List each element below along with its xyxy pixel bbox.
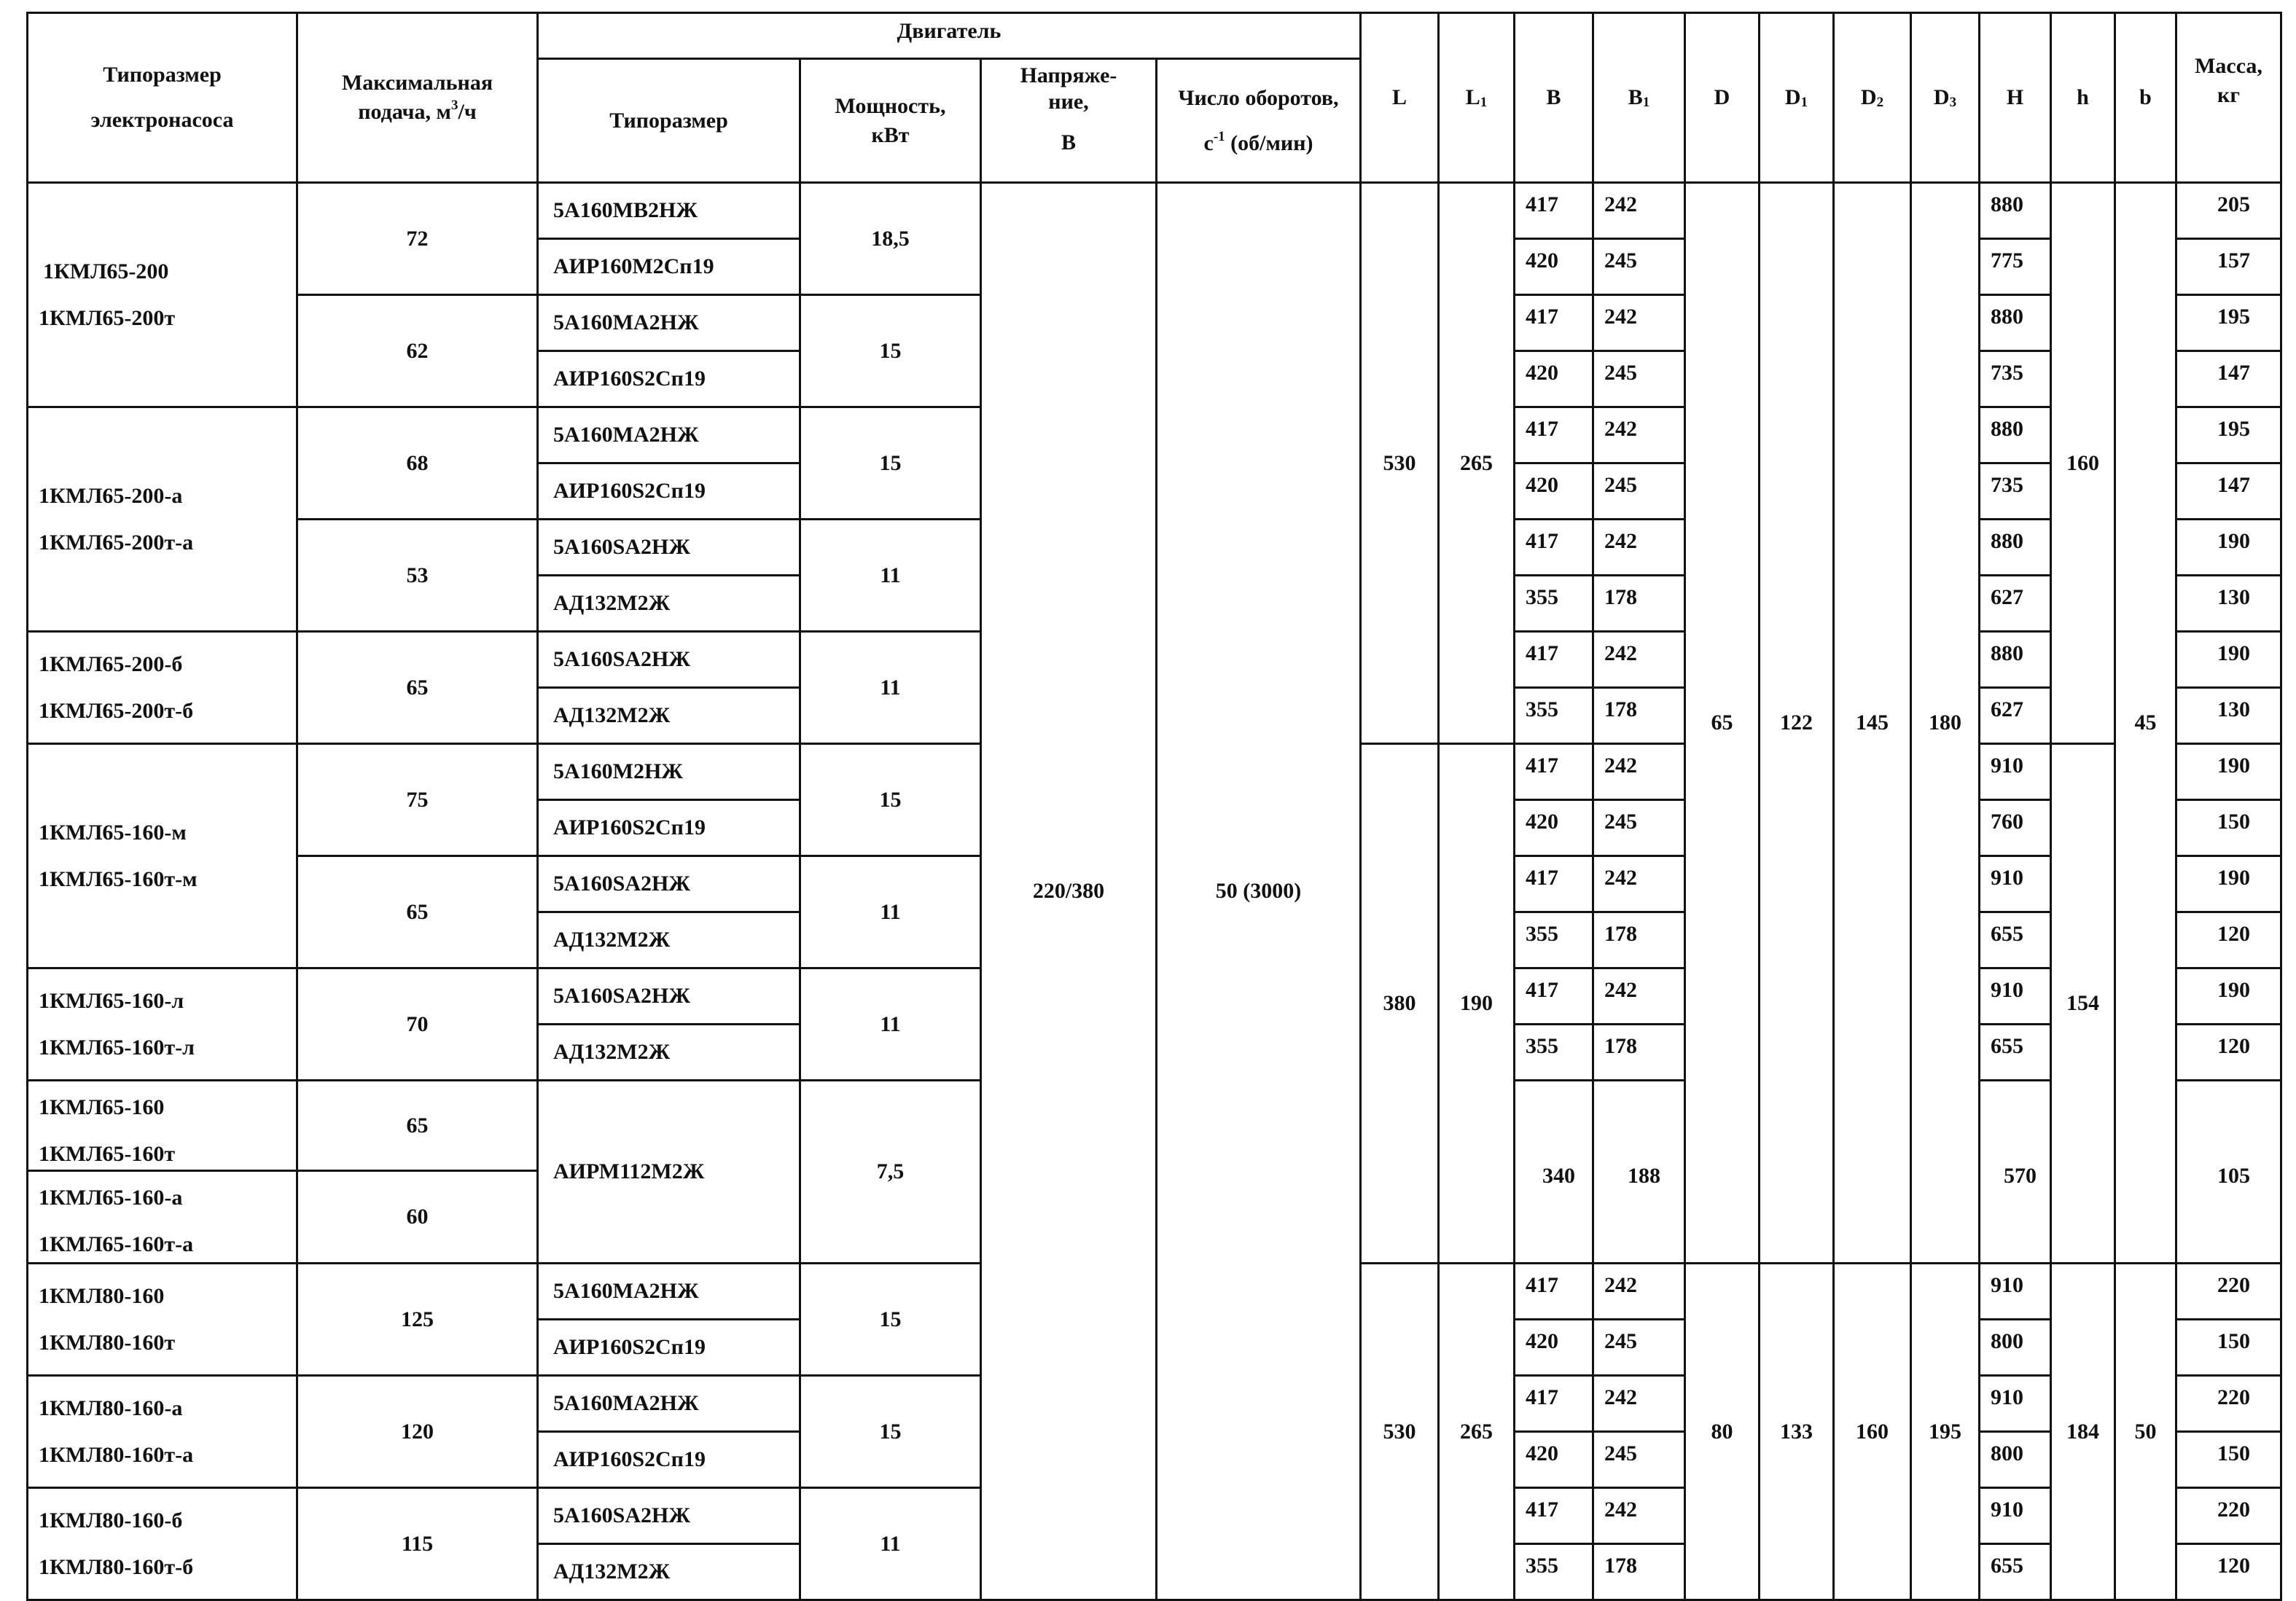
dim-L-value: 530 xyxy=(1361,183,1439,744)
dim-B-value: 355 xyxy=(1515,1544,1593,1600)
pump-model: 1КМЛ65-200-а xyxy=(39,483,183,508)
pump-group xyxy=(28,1081,297,1264)
mass-value: 157 xyxy=(2176,239,2281,295)
mass-value: 195 xyxy=(2176,295,2281,351)
motor-model: 5А160МА2НЖ xyxy=(538,1376,800,1432)
table-row xyxy=(28,183,2281,239)
dim-H-value: 880 xyxy=(1980,407,2051,463)
motor-model: АД132М2Ж xyxy=(538,1544,800,1600)
header-engine: Двигатель xyxy=(538,13,1361,59)
power-value: 11 xyxy=(800,632,981,744)
mass-value: 150 xyxy=(2176,1320,2281,1376)
mass-value: 190 xyxy=(2176,856,2281,912)
dim-B1-value: 242 xyxy=(1593,744,1685,800)
dim-B-value: 417 xyxy=(1515,1376,1593,1432)
max-flow-value: 115 xyxy=(297,1488,538,1600)
header-L: L xyxy=(1361,13,1439,183)
mass-value: 120 xyxy=(2176,912,2281,968)
motor-model: 5А160SA2НЖ xyxy=(538,1488,800,1544)
dim-H-value: 760 xyxy=(1980,800,2051,856)
dim-B1-value: 245 xyxy=(1593,800,1685,856)
header-voltage: Напряже- ние, В xyxy=(981,59,1157,183)
pump-specification-table xyxy=(26,12,2282,1601)
header-pump-type: Типоразмер электронасоса xyxy=(28,13,297,183)
mass-value: 195 xyxy=(2176,407,2281,463)
pump-model: 1КМЛ80-160т xyxy=(39,1331,176,1355)
dim-H-value: 570 xyxy=(1980,1081,2051,1264)
dim-H-value: 800 xyxy=(1980,1432,2051,1488)
dim-B1-value: 245 xyxy=(1593,239,1685,295)
dim-B-value: 420 xyxy=(1515,800,1593,856)
dim-B1-value: 245 xyxy=(1593,1320,1685,1376)
dim-H-value: 655 xyxy=(1980,1025,2051,1081)
dim-b-value: 45 xyxy=(2115,183,2176,1264)
dim-H-value: 910 xyxy=(1980,1376,2051,1432)
dim-B-value: 417 xyxy=(1515,295,1593,351)
dim-B1-value: 178 xyxy=(1593,1544,1685,1600)
mass-value: 130 xyxy=(2176,688,2281,744)
max-flow-value xyxy=(297,1081,538,1264)
dim-B1-value: 242 xyxy=(1593,968,1685,1025)
dim-B-value: 417 xyxy=(1515,968,1593,1025)
max-flow-value: 72 xyxy=(297,183,538,295)
motor-model: АИР160S2Сп19 xyxy=(538,463,800,520)
motor-model: 5А160SA2НЖ xyxy=(538,520,800,576)
dim-B1-value: 245 xyxy=(1593,1432,1685,1488)
pump-group xyxy=(28,1264,297,1376)
pump-model: 1КМЛ65-160т-л xyxy=(39,1036,195,1060)
dim-B-value: 420 xyxy=(1515,351,1593,407)
motor-model: АД132М2Ж xyxy=(538,912,800,968)
header-power: Мощность, кВт xyxy=(800,59,981,183)
max-flow-value: 65 xyxy=(297,856,538,968)
dim-D1-value: 122 xyxy=(1760,183,1834,1264)
mass-value: 190 xyxy=(2176,632,2281,688)
max-flow-value: 65 xyxy=(297,632,538,744)
dim-B-value: 417 xyxy=(1515,1264,1593,1320)
pump-model: 1КМЛ65-160т-а xyxy=(39,1232,194,1256)
max-flow-value: 70 xyxy=(297,968,538,1081)
pump-model: 1КМЛ65-200т xyxy=(39,305,176,330)
motor-model: АИР160М2Сп19 xyxy=(538,239,800,295)
dim-H-value: 735 xyxy=(1980,351,2051,407)
dim-b-value: 50 xyxy=(2115,1264,2176,1600)
dim-D2-value: 160 xyxy=(1834,1264,1911,1600)
dim-B1-value: 178 xyxy=(1593,576,1685,632)
power-value: 15 xyxy=(800,407,981,520)
dim-B-value: 417 xyxy=(1515,407,1593,463)
dim-L1-value: 265 xyxy=(1439,183,1515,744)
dim-D3-value: 180 xyxy=(1911,183,1980,1264)
dim-B1-value: 188 xyxy=(1593,1081,1685,1264)
dim-B-value: 417 xyxy=(1515,520,1593,576)
dim-h-value: 154 xyxy=(2051,744,2115,1264)
pump-model: 1КМЛ65-160-а xyxy=(39,1186,183,1210)
motor-model: 5А160МА2НЖ xyxy=(538,1264,800,1320)
header-motor-type: Типоразмер xyxy=(538,59,800,183)
mass-value: 147 xyxy=(2176,351,2281,407)
pump-group xyxy=(28,968,297,1081)
dim-B1-value: 242 xyxy=(1593,407,1685,463)
dim-B1-value: 242 xyxy=(1593,183,1685,239)
motor-model: 5А160МА2НЖ xyxy=(538,295,800,351)
dim-B1-value: 178 xyxy=(1593,912,1685,968)
dim-B-value: 417 xyxy=(1515,1488,1593,1544)
mass-value: 120 xyxy=(2176,1025,2281,1081)
motor-model: 5А160МВ2НЖ xyxy=(538,183,800,239)
power-value: 11 xyxy=(800,520,981,632)
dim-B-value: 355 xyxy=(1515,576,1593,632)
max-flow-value: 125 xyxy=(297,1264,538,1376)
dim-L-value: 380 xyxy=(1361,744,1439,1264)
header-B1: $B_1$ xyxy=(1593,13,1685,183)
rpm-value: 50 (3000) xyxy=(1157,183,1361,1600)
motor-model: АИРМ112М2Ж xyxy=(538,1081,800,1264)
header-L1: $L_1$ xyxy=(1439,13,1515,183)
max-flow-value: 60 xyxy=(406,1205,429,1229)
dim-B1-value: 242 xyxy=(1593,520,1685,576)
dim-B1-value: 242 xyxy=(1593,856,1685,912)
voltage-value: 220/380 xyxy=(981,183,1157,1600)
motor-model: 5А160SA2НЖ xyxy=(538,856,800,912)
mass-value: 150 xyxy=(2176,1432,2281,1488)
dim-H-value: 800 xyxy=(1980,1320,2051,1376)
dim-H-value: 627 xyxy=(1980,576,2051,632)
power-value: 15 xyxy=(800,744,981,856)
dim-B1-value: 178 xyxy=(1593,688,1685,744)
pump-model: 1КМЛ65-160-л xyxy=(39,989,184,1013)
dim-h-value: 160 xyxy=(2051,183,2115,744)
dim-B-value: 340 xyxy=(1515,1081,1593,1264)
dim-B-value: 420 xyxy=(1515,239,1593,295)
dim-D-value: 65 xyxy=(1685,183,1760,1264)
dim-L1-value: 190 xyxy=(1439,744,1515,1264)
dim-L-value: 530 xyxy=(1361,1264,1439,1600)
header-b: b xyxy=(2115,13,2176,183)
max-flow-value: 62 xyxy=(297,295,538,407)
dim-B1-value: 245 xyxy=(1593,351,1685,407)
pump-model: 1КМЛ65-200т-б xyxy=(39,699,194,723)
header-h: h xyxy=(2051,13,2115,183)
motor-model: АД132М2Ж xyxy=(538,576,800,632)
header-rpm: Число оборотов, $с^{-1}$ (об/мин) xyxy=(1157,59,1361,183)
power-value: 18,5 xyxy=(800,183,981,295)
pump-group xyxy=(28,744,297,968)
dim-B1-value: 245 xyxy=(1593,463,1685,520)
dim-H-value: 775 xyxy=(1980,239,2051,295)
power-value: 15 xyxy=(800,1264,981,1376)
mass-value: 190 xyxy=(2176,520,2281,576)
pump-model: 1КМЛ65-160т xyxy=(39,1142,176,1166)
dim-B1-value: 242 xyxy=(1593,1488,1685,1544)
dim-D3-value: 195 xyxy=(1911,1264,1980,1600)
pump-model: 1КМЛ65-160-м xyxy=(39,820,187,845)
mass-value: 205 xyxy=(2176,183,2281,239)
motor-model: 5А160МА2НЖ xyxy=(538,407,800,463)
dim-B-value: 420 xyxy=(1515,1432,1593,1488)
pump-model: 1КМЛ80-160т-а xyxy=(39,1443,194,1467)
pump-model: 1КМЛ65-160 xyxy=(39,1095,165,1119)
dim-H-value: 910 xyxy=(1980,1264,2051,1320)
dim-B1-value: 242 xyxy=(1593,295,1685,351)
motor-model: АД132М2Ж xyxy=(538,688,800,744)
pump-group xyxy=(28,183,297,407)
mass-value: 220 xyxy=(2176,1488,2281,1544)
max-flow-value: 75 xyxy=(297,744,538,856)
header-D2: $D_2$ xyxy=(1834,13,1911,183)
dim-B1-value: 242 xyxy=(1593,632,1685,688)
header-D1: $D_1$ xyxy=(1760,13,1834,183)
header-mass: Масса, кг xyxy=(2176,13,2281,183)
pump-group xyxy=(28,1488,297,1600)
max-flow-value: 120 xyxy=(297,1376,538,1488)
header-H: H xyxy=(1980,13,2051,183)
power-value: 11 xyxy=(800,968,981,1081)
dim-B-value: 417 xyxy=(1515,856,1593,912)
max-flow-value: 68 xyxy=(297,407,538,520)
motor-model: АИР160S2Сп19 xyxy=(538,1320,800,1376)
pump-model: 1КМЛ80-160т-б xyxy=(39,1555,194,1579)
mass-value: 220 xyxy=(2176,1376,2281,1432)
dim-H-value: 910 xyxy=(1980,856,2051,912)
dim-B1-value: 242 xyxy=(1593,1264,1685,1320)
mass-value: 150 xyxy=(2176,800,2281,856)
pump-model: 1КМЛ65-200 xyxy=(43,259,169,283)
mass-value: 220 xyxy=(2176,1264,2281,1320)
power-value: 15 xyxy=(800,1376,981,1488)
dim-B-value: 355 xyxy=(1515,688,1593,744)
dim-D2-value: 145 xyxy=(1834,183,1911,1264)
mass-value: 120 xyxy=(2176,1544,2281,1600)
header-B: B xyxy=(1515,13,1593,183)
max-flow-value: 65 xyxy=(298,1081,536,1172)
dim-H-value: 910 xyxy=(1980,968,2051,1025)
pump-model: 1КМЛ80-160 xyxy=(39,1284,165,1308)
dim-B-value: 417 xyxy=(1515,632,1593,688)
pump-group xyxy=(28,407,297,632)
pump-model: 1КМЛ65-200-б xyxy=(39,652,183,676)
motor-model: 5А160М2НЖ xyxy=(538,744,800,800)
pump-model: 1КМЛ65-200т-а xyxy=(39,530,194,555)
dim-H-value: 880 xyxy=(1980,295,2051,351)
motor-model: 5А160SA2НЖ xyxy=(538,968,800,1025)
dim-H-value: 735 xyxy=(1980,463,2051,520)
motor-model: АД132М2Ж xyxy=(538,1025,800,1081)
dim-B-value: 420 xyxy=(1515,463,1593,520)
dim-B-value: 420 xyxy=(1515,1320,1593,1376)
mass-value: 190 xyxy=(2176,744,2281,800)
dim-h-value: 184 xyxy=(2051,1264,2115,1600)
mass-value: 147 xyxy=(2176,463,2281,520)
pump-group xyxy=(28,632,297,744)
dim-B1-value: 178 xyxy=(1593,1025,1685,1081)
dim-B-value: 417 xyxy=(1515,744,1593,800)
pump-group xyxy=(28,1376,297,1488)
dim-H-value: 655 xyxy=(1980,1544,2051,1600)
dim-B-value: 355 xyxy=(1515,912,1593,968)
dim-B-value: 417 xyxy=(1515,183,1593,239)
header-D: D xyxy=(1685,13,1760,183)
mass-value: 105 xyxy=(2176,1081,2281,1264)
pump-model: 1КМЛ80-160-а xyxy=(39,1396,183,1420)
dim-H-value: 910 xyxy=(1980,744,2051,800)
dim-B-value: 355 xyxy=(1515,1025,1593,1081)
dim-H-value: 880 xyxy=(1980,632,2051,688)
motor-model: 5А160SA2НЖ xyxy=(538,632,800,688)
dim-H-value: 880 xyxy=(1980,520,2051,576)
dim-L1-value: 265 xyxy=(1439,1264,1515,1600)
power-value: 11 xyxy=(800,856,981,968)
header-max-flow: Максимальная подача, $м^3/ч$ xyxy=(297,13,538,183)
dim-H-value: 880 xyxy=(1980,183,2051,239)
max-flow-value: 53 xyxy=(297,520,538,632)
mass-value: 190 xyxy=(2176,968,2281,1025)
pump-model: 1КМЛ65-160т-м xyxy=(39,866,198,891)
dim-D-value: 80 xyxy=(1685,1264,1760,1600)
header-D3: $D_3$ xyxy=(1911,13,1980,183)
dim-H-value: 627 xyxy=(1980,688,2051,744)
power-value: 7,5 xyxy=(800,1081,981,1264)
dim-H-value: 910 xyxy=(1980,1488,2051,1544)
dim-B1-value: 242 xyxy=(1593,1376,1685,1432)
motor-model: АИР160S2Сп19 xyxy=(538,351,800,407)
dim-H-value: 655 xyxy=(1980,912,2051,968)
power-value: 11 xyxy=(800,1488,981,1600)
pump-model: 1КМЛ80-160-б xyxy=(39,1508,183,1533)
power-value: 15 xyxy=(800,295,981,407)
dim-D1-value: 133 xyxy=(1760,1264,1834,1600)
mass-value: 130 xyxy=(2176,576,2281,632)
motor-model: АИР160S2Сп19 xyxy=(538,1432,800,1488)
motor-model: АИР160S2Сп19 xyxy=(538,800,800,856)
